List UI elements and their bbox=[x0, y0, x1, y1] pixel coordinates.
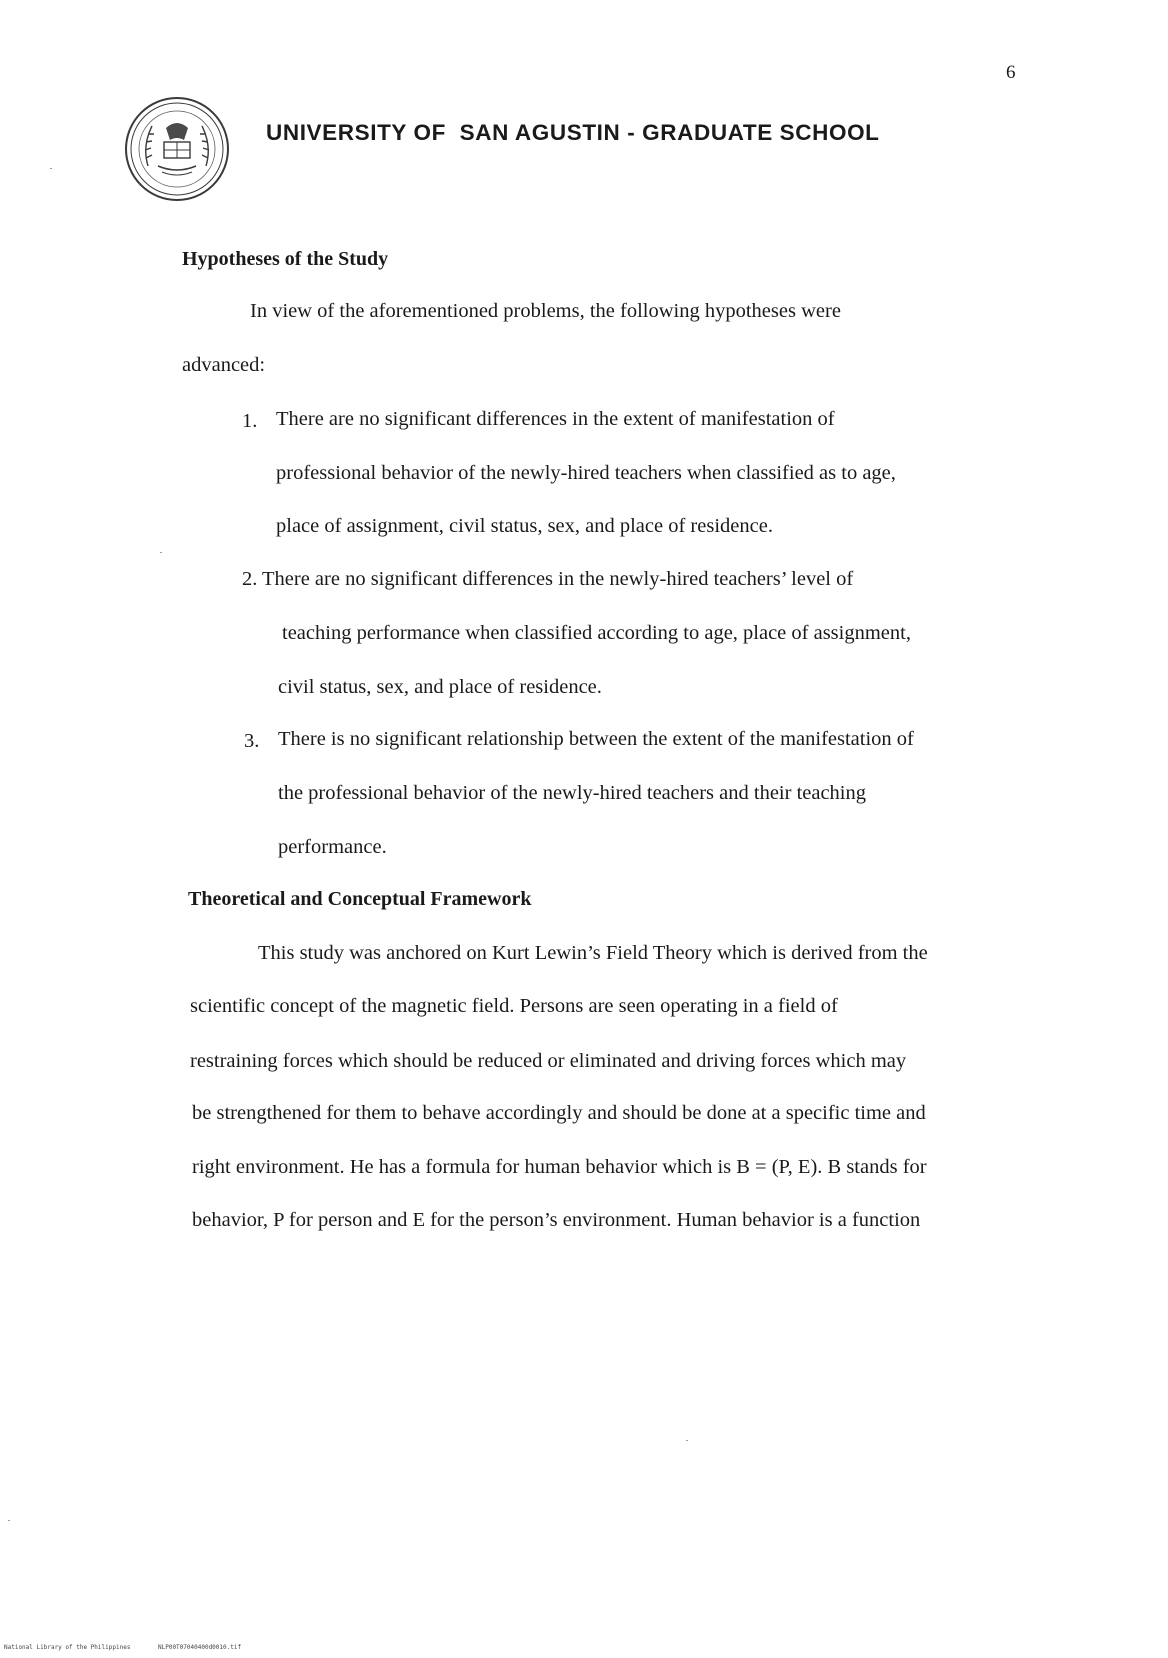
page-number: 6 bbox=[1006, 62, 1016, 83]
scan-speck bbox=[50, 168, 52, 169]
hypothesis-line: teaching performance when classified according to age, place of assignment, bbox=[282, 622, 911, 644]
intro-line: advanced: bbox=[182, 354, 266, 376]
framework-line: right environment. He has a formula for human behavior which is B = (P, E). B stands for bbox=[192, 1156, 927, 1178]
list-marker: 1. bbox=[242, 410, 258, 432]
framework-line: restraining forces which should be reduced or eliminated and driving forces which may bbox=[190, 1050, 907, 1072]
list-marker: 2. bbox=[242, 568, 258, 590]
scan-speck bbox=[8, 1520, 10, 1521]
hypothesis-line: There are no significant differences in the newly-hired teachers’ level of bbox=[262, 568, 854, 590]
framework-line: be strengthened for them to behave accordingly and should be done at a specific time and bbox=[192, 1102, 926, 1124]
hypothesis-line: There are no significant differences in the extent of manifestation of bbox=[276, 408, 835, 430]
hypothesis-line: There is no significant relationship between the extent of the manifestation of bbox=[278, 728, 914, 750]
hypothesis-line: professional behavior of the newly-hired teachers when classified as to age, bbox=[276, 462, 896, 484]
hypothesis-line: performance. bbox=[278, 836, 387, 858]
scan-speck bbox=[160, 552, 162, 553]
framework-heading: Theoretical and Conceptual Framework bbox=[188, 888, 532, 910]
framework-line: This study was anchored on Kurt Lewin’s Field Theory which is derived from the bbox=[258, 942, 928, 964]
scan-footer-source: National Library of the Philippines bbox=[4, 1644, 131, 1651]
hypothesis-line: place of assignment, civil status, sex, and place of residence. bbox=[276, 515, 773, 537]
scan-footer-filename: NLP00T07040400d0010.tif bbox=[158, 1644, 242, 1651]
university-header: UNIVERSITY OF SAN AGUSTIN - GRADUATE SCHOOL bbox=[266, 120, 880, 145]
university-seal-icon bbox=[124, 96, 230, 202]
framework-line: behavior, P for person and E for the person’s environment. Human behavior is a function bbox=[192, 1209, 921, 1231]
list-marker: 3. bbox=[244, 730, 260, 752]
hypothesis-line: the professional behavior of the newly-hired teachers and their teaching bbox=[278, 782, 867, 804]
intro-line: In view of the aforementioned problems, the following hypotheses were bbox=[250, 300, 841, 322]
hypotheses-heading: Hypotheses of the Study bbox=[182, 248, 389, 270]
hypothesis-line: civil status, sex, and place of residence. bbox=[278, 676, 602, 698]
framework-line: scientific concept of the magnetic field. Persons are seen operating in a field of bbox=[190, 995, 838, 1017]
scan-speck bbox=[686, 1440, 688, 1441]
